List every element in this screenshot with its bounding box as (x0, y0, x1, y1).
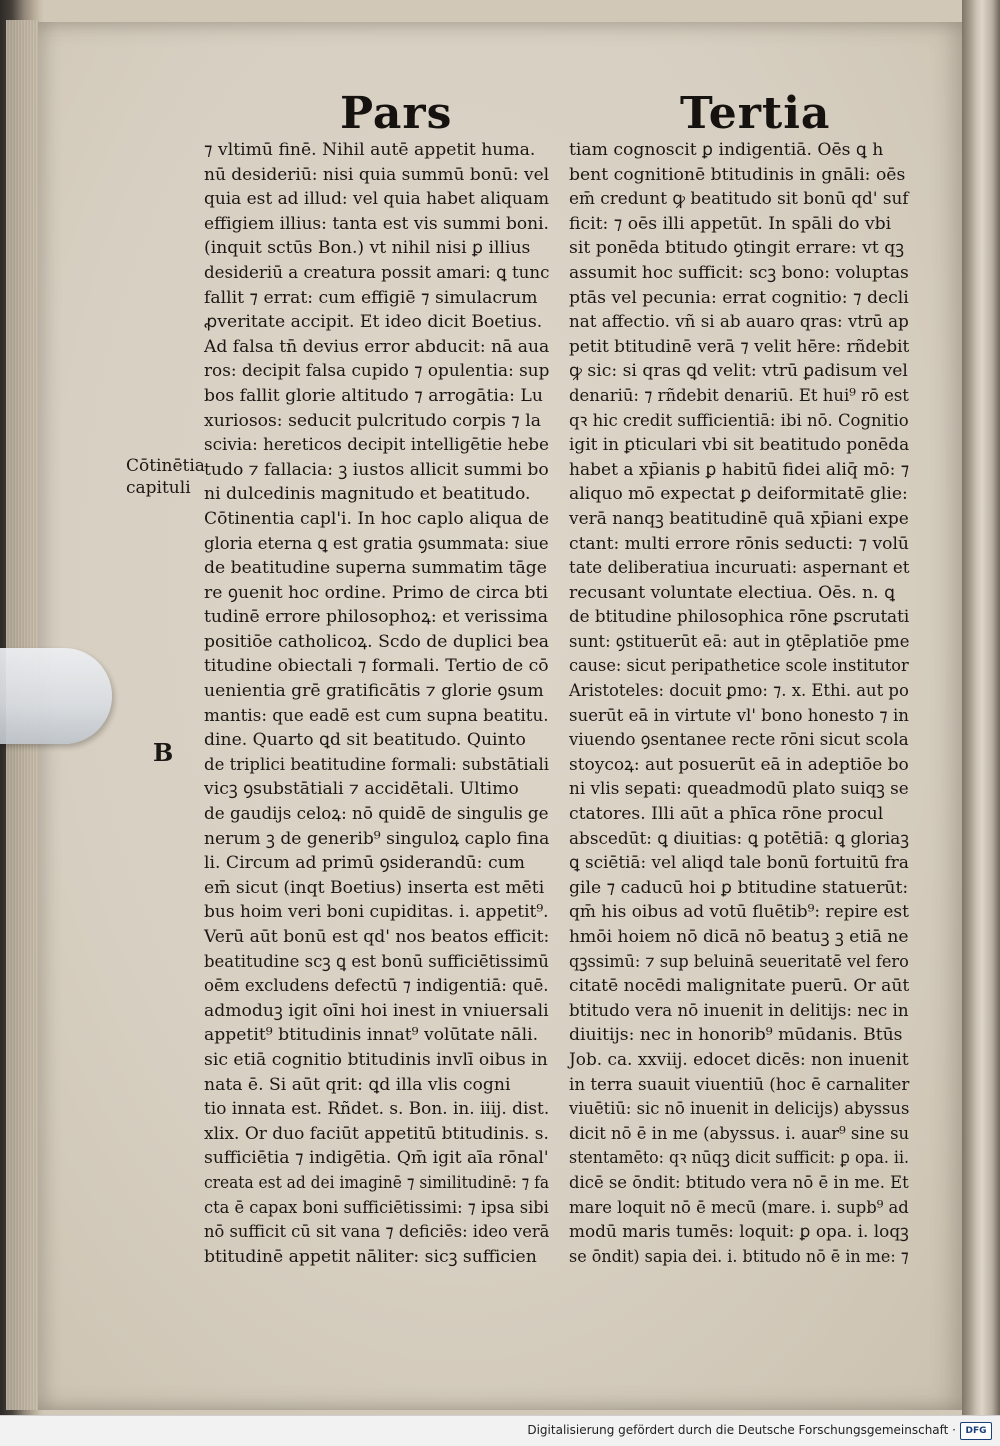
text-line: tudo ⁊ fallacia: ꝫ iustos allicit summi bo (204, 459, 549, 480)
margin-note-continentia (126, 455, 205, 499)
text-line: recusant voluntate electiua. Oēs. n. ꝗ (569, 582, 896, 603)
text-line: stoycoꝝ: aut posuerūt eā in adeptiōe bo (569, 754, 909, 775)
text-line: xuriosos: seducit pulcritudo corpis ⁊ la (204, 410, 542, 431)
margin-section-letter: B (153, 738, 174, 767)
text-line: cause: sicut peripathetice scole institutor (569, 656, 909, 677)
footer-bar (0, 1415, 1000, 1446)
text-line: bent cognitionē btitudinis in gnāli: oēs (569, 164, 906, 185)
text-line: em̄ sicut (inqt Boetius) inserta est mēti (204, 877, 545, 898)
text-line: tio innata est. Rñdet. s. Bon. in. iiij. dist. (204, 1099, 550, 1120)
text-line: Aristoteles: docuit ꝑmo: ⁊. x. Ethi. aut po (569, 681, 909, 702)
text-line: cta ē capax boni sufficiētissimi: ⁊ ipsa sibi (204, 1197, 549, 1218)
text-line: creata est ad dei imaginē ⁊ similitudinē: ⁊ fa (204, 1172, 550, 1193)
text-line: mare loquit nō ē mecū (mare. i. supb⁹ ad (569, 1197, 909, 1218)
text-line: nō sufficit cū sit vana ⁊ deficiēs: ideo verā (204, 1222, 550, 1243)
text-line: verā nanqꝫ beatitudinē quā xp̄iani expe (569, 508, 909, 529)
text-line: xlix. Or duo faciūt appetitū btitudinis. s. (204, 1123, 549, 1144)
margin-note-line: capituli (126, 478, 191, 498)
text-line: dicit nō ē in me (abyssus. i. auar⁹ sine su (569, 1123, 910, 1144)
text-line: modū maris tumēs: loquit: ꝑ opa. i. loqꝫ (569, 1222, 909, 1243)
text-line: assumit hoc sufficit: scꝫ bono: voluptas (569, 262, 909, 283)
text-line: ficit: ⁊ oēs illi appetūt. In spāli do vbi (569, 213, 892, 234)
text-line: li. Circum ad primū ꝯsiderandū: cum (204, 853, 525, 874)
text-line: denariū: ⁊ rñdebit denariū. Et hui⁹ rō est (569, 385, 909, 406)
text-line: ctatores. Illi aūt a phīca rōne procul (569, 804, 884, 825)
text-line: Job. ca. xxviij. edocet dicēs: non inuenit (569, 1049, 909, 1070)
text-line: sunt: ꝯstituerūt eā: aut in ꝯtēplatiōe pme (569, 631, 910, 652)
text-line: beatitudine scꝫ ꝗ est bonū sufficiētissimū (204, 951, 549, 972)
text-line: citatē nocēdi malignitate puerū. Or aūt (569, 976, 910, 997)
text-line: ꝓveritate accipit. Et ideo dicit Boetius. (204, 312, 543, 333)
text-line: sic etiā cognitio btitudinis invlī oibus in (204, 1049, 548, 1070)
text-line: uenientia grē gratificātis ⁊ glorie ꝯsum (204, 681, 544, 702)
text-line: igit in ꝑticulari vbi sit beatitudo ponēda (569, 435, 910, 456)
text-line: de triplici beatitudine formali: substātiali (204, 754, 550, 775)
text-line: dine. Quarto ꝗd sit beatitudo. Quinto (204, 730, 526, 751)
text-line: ni dulcedinis magnitudo et beatitudo. (204, 484, 531, 505)
text-line: de beatitudine superna summatim tāge (204, 558, 547, 579)
text-line: desideriū a creatura possit amari: ꝗ tunc (204, 262, 550, 283)
book-gutter (962, 0, 1000, 1415)
text-line: tate deliberatiua incuruati: aspernant et (569, 558, 910, 579)
text-column-right (569, 138, 909, 1269)
text-line: nū desideriū: nisi quia summū bonū: vel (204, 164, 550, 185)
text-line: habet a xp̄ianis ꝑ habitū fidei aliq̄ mō: ⁊ (569, 459, 910, 480)
text-line: de gaudijs celoꝝ: nō quidē de singulis ge (204, 804, 549, 825)
text-line: positiōe catholicoꝝ. Scdo de duplici bea (204, 631, 550, 652)
text-line: qꝛ hic credit sufficientiā: ibi nō. Cognitio (569, 410, 909, 431)
text-line: quia est ad illud: vel quia habet aliquam (204, 189, 550, 210)
text-line: in terra suauit viuentiū (hoc ē carnaliter (569, 1074, 910, 1095)
text-column-left (204, 138, 549, 1269)
text-line: dicē se ōndit: btitudo vera nō ē in me. Et (569, 1172, 909, 1193)
text-line: oēm excludens defectū ⁊ indigentiā: quē. (204, 976, 549, 997)
text-line: em̄ credunt ꝙ beatitudo sit bonū qd' suf (569, 189, 909, 210)
text-line: tiam cognoscit ꝑ indigentiā. Oēs ꝗ h (569, 140, 884, 160)
text-line: viuētiū: sic nō inuenit in delicijs) abyssus (569, 1099, 910, 1120)
text-line: diuitijs: nec in honorib⁹ mūdanis. Btūs (569, 1025, 903, 1046)
text-line: nerum ꝫ de generib⁹ singuloꝝ caplo fina (204, 828, 550, 849)
text-line: btitudo vera nō inuenit in delitijs: nec in (569, 1000, 909, 1021)
text-line: mantis: que eadē est cum supna beatitu. (204, 705, 549, 726)
text-line: admoduꝫ igit oīni hoi inest in vniuersali (204, 1000, 549, 1021)
text-line: Cōtinentia capl'i. In hoc caplo aliqua de (204, 508, 550, 529)
text-line: ptās vel pecunia: errat cognitio: ⁊ decli (569, 287, 909, 308)
text-line: scivia: hereticos decipit intelligētie hebe (204, 435, 549, 456)
text-line: hmōi hoiem nō dicā nō beatuꝫ ꝫ etiā ne (569, 927, 909, 947)
text-line: btitudinē appetit nāliter: sicꝫ sufficien (204, 1246, 537, 1267)
text-line: suerūt eā in virtute vl' bono honesto ⁊ in (569, 705, 909, 726)
text-line: se ōndit) sapia dei. i. btitudo nō ē in me: ⁊ (569, 1246, 909, 1267)
text-line: sufficiētia ⁊ indigētia. Qm̄ igit aīa rōnal' (204, 1148, 549, 1169)
text-line: Ad falsa tn̄ devius error abducit: nā aua (204, 336, 550, 357)
text-line: ctant: multi errore rōnis seducti: ⁊ volū (569, 533, 909, 554)
text-line: nata ē. Si aūt qrit: ꝗd illa vlis cogni (204, 1074, 511, 1095)
text-line: gloria eterna ꝗ est gratia ꝯsummata: siue (204, 533, 549, 554)
text-line: de btitudine philosophica rōne ꝑscrutati (569, 607, 910, 628)
text-line: bos fallit glorie altitudo ⁊ arrogātia: Lu (204, 385, 543, 406)
text-line: ni vlis sepati: queadmodū plato suiqꝫ se (569, 779, 909, 800)
text-line: Verū aūt bonū est qd' nos beatos efficit: (204, 927, 550, 947)
text-line: petit btitudinē verā ⁊ velit hēre: rñdebit (569, 336, 910, 357)
running-head-right: Tertia (680, 88, 831, 139)
dfg-logo: DFG (960, 1422, 992, 1440)
running-head-left: Pars (340, 88, 453, 139)
text-line: abscedūt: ꝗ diuitias: ꝗ potētiā: ꝗ gloriaꝫ (569, 828, 909, 849)
text-line: stentamēto: qꝛ nūqꝫ dicit sufficit: ꝑ opa. ii. (569, 1148, 909, 1169)
text-line: ⁊ vltimū finē. Nihil autē appetit huma. (204, 140, 536, 160)
text-line: appetit⁹ btitudinis innat⁹ volūtate nāli. (204, 1025, 539, 1046)
page-marker-tab (0, 648, 112, 744)
text-line: aliquo mō expectat ꝑ deiformitatē glie: (569, 484, 908, 505)
footer-credit: Digitalisierung gefördert durch die Deutsche Forschungsgemeinschaft · (527, 1423, 956, 1437)
text-line: bus hoim veri boni cupiditas. i. appetit⁹. (204, 902, 549, 923)
text-line: qꝫssimū: ⁊ sup beluinā seueritatē vel fero (569, 951, 909, 972)
text-line: tudinē errore philosophoꝝ: et verissima (204, 607, 548, 628)
text-line: gile ⁊ caducū hoi ꝑ btitudine statuerūt: (569, 877, 909, 898)
text-line: sit ponēda btitudo ꝯtingit errare: vt qꝫ (569, 238, 904, 259)
text-line: fallit ⁊ errat: cum effigiē ⁊ simulacrum (204, 287, 538, 308)
text-line: qm̄ his oibus ad votū fluētib⁹: repire est (569, 902, 909, 923)
text-line: (inquit sctūs Bon.) vt nihil nisi ꝑ illius (204, 238, 531, 259)
text-line: titudine obiectali ⁊ formali. Tertio de cō (204, 656, 549, 677)
text-line: ros: decipit falsa cupido ⁊ opulentia: sup (204, 361, 550, 382)
text-line: nat affectio. vñ si ab auaro qras: vtrū ap (569, 312, 909, 333)
text-line: ꝙ sic: si qras ꝗd velit: vtrū ꝑadisum vel (569, 361, 908, 382)
text-line: re ꝯuenit hoc ordine. Primo de circa bti (204, 582, 548, 603)
text-line: viuendo ꝯsentanee recte rōni sicut scola (569, 730, 909, 751)
margin-note-line: Cōtinētia (126, 456, 205, 476)
text-line: effigiem illius: tanta est vis summi boni. (204, 213, 549, 234)
text-line: vicꝫ ꝯsubstātiali ⁊ accidētali. Ultimo (204, 779, 519, 800)
text-line: ꝗ sciētiā: vel aliqd tale bonū fortuitū fra (569, 853, 909, 874)
